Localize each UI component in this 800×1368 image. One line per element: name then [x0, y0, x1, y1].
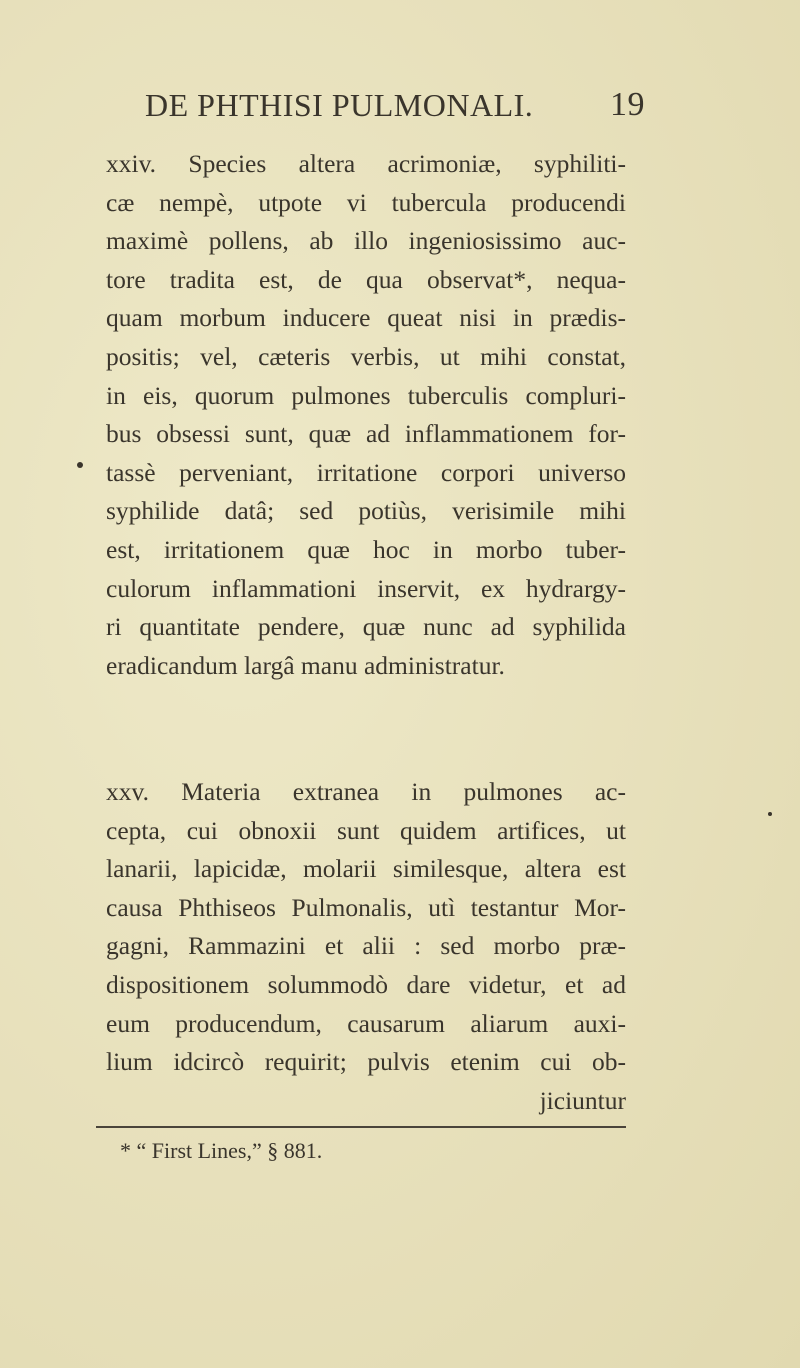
- ink-speck: [768, 812, 772, 816]
- catchword: jiciuntur: [539, 1085, 626, 1115]
- text-line: in eis, quorum pulmones tuberculis compluri-: [106, 380, 626, 410]
- footnote: * “ First Lines,” § 881.: [120, 1138, 323, 1163]
- ink-speck: [77, 462, 83, 468]
- text-line: cæ nempè, utpote vi tubercula producendi: [106, 187, 626, 217]
- footnote-rule: [96, 1126, 626, 1128]
- paragraph-xxiv: [106, 145, 626, 685]
- text-line: maximè pollens, ab illo ingeniosissimo auc-: [106, 226, 626, 256]
- text-line: lium idcircò requirit; pulvis etenim cui ob-: [106, 1047, 626, 1077]
- text-line: xxiv. Species altera acrimoniæ, syphiliti-: [106, 149, 626, 178]
- text-line: bus obsessi sunt, quæ ad inflammationem for-: [106, 419, 626, 449]
- text-line: eum producendum, causarum aliarum auxi-: [106, 1008, 626, 1038]
- text-line: positis; vel, cæteris verbis, ut mihi constat,: [106, 341, 626, 371]
- text-line: quam morbum inducere queat nisi in prædis-: [106, 303, 626, 333]
- text-line: est, irritationem quæ hoc in morbo tuber-: [106, 534, 626, 564]
- text-line: lanarii, lapicidæ, molarii similesque, altera est: [106, 854, 626, 884]
- text-line: ri quantitate pendere, quæ nunc ad syphilida: [106, 612, 626, 642]
- text-line: eradicandum largâ manu administratur.: [106, 650, 505, 680]
- text-line: causa Phthiseos Pulmonalis, utì testantur Mor-: [106, 892, 626, 922]
- text-line: culorum inflammationi inservit, ex hydrargy-: [106, 573, 626, 603]
- running-title: DE PHTHISI PULMONALI.: [145, 87, 534, 123]
- text-line: tassè perveniant, irritatione corpori universo: [106, 457, 626, 487]
- text-line: gagni, Rammazini et alii : sed morbo præ-: [106, 931, 626, 961]
- text-line: xxv. Materia extranea in pulmones ac-: [106, 777, 626, 806]
- text-line: cepta, cui obnoxii sunt quidem artifices, ut: [106, 815, 626, 845]
- running-head: [145, 80, 645, 130]
- text-line: syphilide datâ; sed potiùs, verisimile mihi: [106, 496, 626, 526]
- page-number: 19: [610, 86, 645, 123]
- text-line: dispositionem solummodò dare videtur, et ad: [106, 969, 626, 999]
- text-line: tore tradita est, de qua observat*, nequa-: [106, 264, 626, 294]
- paragraph-xxv: [106, 773, 626, 1120]
